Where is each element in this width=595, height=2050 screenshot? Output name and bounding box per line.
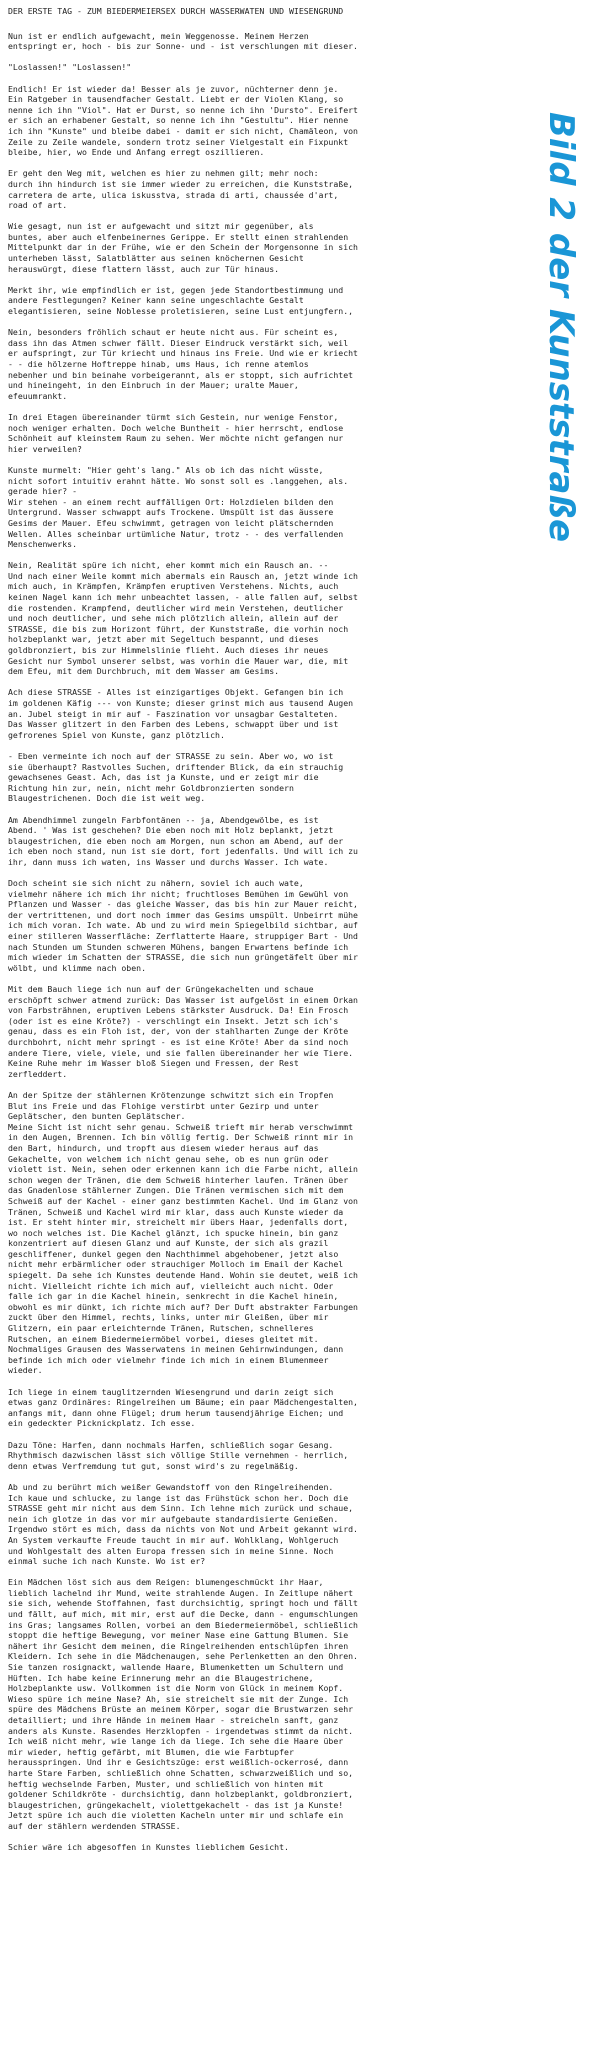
paragraph: Merkt ihr, wie empfindlich er ist, gegen jede Standortbestimmung und andere Festlegungen? Keiner kann seine ungeschlachte Gestalt elegantisieren, seine Noblesse proletisieren, seine Lust entjungfern., [8,284,354,317]
paragraph: - Eben vermeinte ich noch auf der STRASSE zu sein. Aber wo, wo ist sie überhaupt? Rastvolles Suchen, driftender Blick, da ein strauchig gewachsenes Geast. Ach, das ist ja Kunste, und er zeigt mir die Richtung hin zur, nein, nicht mehr Goldbronzierten sondern Blaugestrichenen. Doch die ist weit weg. [8,750,344,804]
paragraph: Endlich! Er ist wieder da! Besser als je zuvor, nüchterner denn je. Ein Ratgeber in tausendfacher Gestalt. Liebt er der Violen Klang, so nenne ich ihn "Viol". Hat er Durst, so nenne ich ihn 'Dursto". Ereifert er sich an erhabener Gestalt, so nenne ich ihn "Gestultu". Hier nenne ich ihn "Kunste" und bleibe dabei - damit er sich nicht, Chamäleon, von Zeile zu Zeile wandele, sondern trotz seiner Vielgestalt ein Fixpunkt bleibe, hier, wo Ende und Anfang erregt oszillieren. [8,83,358,158]
paragraph: Mit dem Bauch liege ich nun auf der Grüngekachelten und schaue erschöpft schwer atmend zurück: Das Wasser ist aufgelöst in einem Orkan von Farbsträhnen, eruptiven Lebens stärkster Ausdruck. Da! Ein Frosch (oder ist es eine Kröte?) - verschlingt ein Insekt. Jetzt sch ich's genau, dass es ein Floh ist, der, von der stahlharten Zunge der Kröte durchbohrt, nicht mehr springt - es ist eine Kröte! Aber da sind noch andere Tiere, viele, viele, und sie fallen übereinander her wie Tiere. Keine Ruhe mehr im Wasser bloß Siegen und Fressen, der Rest zerfleddert. [8,984,358,1079]
paragraph: Ein Mädchen löst sich aus dem Reigen: blumengeschmückt ihr Haar, lieblich lachelnd ihr Mund, weite strahlende Augen. In Zeitlupe nähert sie sich, wehende Stoffahnen, fast durchsichtig, springt hoch und fällt und fällt, auf mich, mit mir, erst auf die Decke, dann - engumschlungen ins Gras; langsames Rollen, vorbei an dem Biedermeiermöbel, schließlich stoppt die heftige Bewegung, vor meiner Nase eine Gattung Blumen. Sie nähert ihr Gesicht dem meinen, die Ringelreihenden entschlüpfen ihren Kleidern. Ich sehe in die Mädchenaugen, sehe Perlenketten an den Ohren. Sie tanzen rosignackt, wallende Haare, Blumenketten um Schultern und Hüften. Ich habe keine Erinnerung mehr an die Blaugestrichene, Holzbeplankte usw. Vollkommen ist die Norm von Glück in meinem Kopf. Wieso spüre ich meine Nase? Ah, sie streichelt sie mit der Zunge. Ich spüre des Mädchens Brüste an meinem Körper, sogar die Brustwarzen sehr detailliert; und ihre Hände in meinem Haar - streicheln sanft, ganz anders als Kunste. Rasendes Herzklopfen - irgendetwas stimmt da nicht. Ich weiß nicht mehr, wie lange ich da liege. Ich sehe die Haare über mir wieder, heftig gefärbt, mit Blumen, die wie Farbtupfer herausspringen. Und ihr e Gesichtszüge: erst weißlich-ockerrosé, dann harte Stare Farben, schließlich ohne Schatten, schwarzweißlich und so, heftig wechselnde Farben, Muster, und schließlich von hinten mit goldener Schildkröte - durchsichtig, dann holzbeplankt, goldbronziert, blaugestrichen, grüngekachelt, violettgekachelt - das ist ja Kunste! Jetzt spüre ich auch die violetten Kacheln unter mir und schlafe ein auf der stählern werdenden STRASSE. [8,1577,358,1831]
document-body [8,6,513,1863]
paragraph: Dazu Töne: Harfen, dann nochmals Harfen, schließlich sogar Gesang. Rhythmisch dazwischen lässt sich völlige Stille vernehmen - herrlich, denn etwas Verfremdung tut gut, sonst wird's zu regelmäßig. [8,1439,349,1471]
paragraph: Nun ist er endlich aufgewacht, mein Weggenosse. Meinem Herzen entspringt er, hoch - bis zur Sonne- und - ist verschlungen mit dieser. [8,30,358,52]
side-title: Bild 2 der Kunststraße [541,112,581,542]
paragraph: Am Abendhimmel zungeln Farbfontänen -- ja, Abendgewölbe, es ist Abend. ' Was ist geschehen? Die eben noch mit Holz beplankt, jetzt blaugestrichen, die eben noch am Morgen, nun schon am Abend, auf der ich eben noch stand, nun ist sie dort, fort jedenfalls. Und will ich zu ihr, dann muss ich waten, ins Wasser und durchs Wasser. Ich wate. [8,814,358,867]
paragraph: In drei Etagen übereinander türmt sich Gestein, nur wenige Fenstor, noch weniger erhalten. Doch welche Buntheit - hier herrscht, endlose Schönheit auf kleinstem Raum zu sehen. Wer möchte nicht gefangen nur hier verweilen? [8,411,344,454]
paragraph: Ich liege in einem tauglitzernden Wiesengrund und darin zeigt sich etwas ganz Ordinäres: Ringelreihen um Bäume; ein paar Mädchengestalten, anfangs mit, dann ohne Flügel; drum herum tausendjährige Eichen; und ein gedeckter Picknickplatz. Ich esse. [8,1386,358,1429]
paragraph: Er geht den Weg mit, welchen es hier zu nehmen gilt; mehr noch: durch ihn hindurch ist sie immer wieder zu erreichen, die Kunststraße, carretera de arte, ulica iskusstva, strada di arti, chaussée d'art, road of art. [8,168,354,211]
paragraph: Schier wäre ich abgesoffen in Kunstes lieblichem Gesicht. [8,1842,289,1853]
paragraph: An der Spitze der stählernen Krötenzunge schwitzt sich ein Tropfen Blut ins Freie und das Flohige verstirbt unter Gezirp und unter Geplätscher, den bunten Geplätscher. Meine Sicht ist nicht sehr genau. Schweiß trieft mir herab verschwimmt in den Augen, Brennen. Ich bin völlig fertig. Der Schweiß rinnt mir in den Bart, hindurch, und tropft aus diesem wieder heraus auf das Gekachelte, von welchem ich nicht genau sehe, ob es nun grün oder violett ist. Nein, sehen oder erkennen kann ich die Farbe nicht, allein schon wegen der Tränen, die dem Schweiß hinterher laufen. Tränen über das Gnadenlose stählerner Zungen. Die Tränen vermischen sich mit dem Schweiß auf der Kachel - einer ganz bestimmten Kachel. Und im Glanz von Tränen, Schweiß und Kachel wird mir klar, dass auch Kunste wieder da ist. Er steht hinter mir, streichelt mir übers Haar, jedenfalls dort, wo noch welches ist. Die Kachel glänzt, ich spucke hinein, bin ganz konzentriert auf diesen Glanz und auf Kunste, der sich als grazil geschliffener, dunkel gegen den Nachthimmel abgehobener, jetzt also nicht mehr erbärmlicher oder strauchiger Molloch im Email der Kachel spiegelt. Da sehe ich Kunstes deutende Hand. Wohin sie deutet, weiß ich nicht. Vielleicht richte ich mich auf, vielleicht auch nicht. Oder falle ich gar in die Kachel hinein, senkrecht in die Kachel hinein, obwohl es mir dünkt, ich richte mich auf? Der Duft abstrakter Farbungen zuckt über den Himmel, rechts, links, unter mir Gleißen, über mir Glitzern, ein paar erleichternde Tränen, Rutschen, schnelleres Rutschen, an einem Biedermeiermöbel vorbei, dieses gleitet mit. Nochmaliges Grausen des Wasserwatens in meinen Gehirnwindungen, dann befinde ich mich oder vielmehr finde ich mich in einem Blumenmeer wieder. [8,1089,358,1376]
chapter-header: DER ERSTE TAG - ZUM BIEDERMEIERSEX DURCH WASSERWATEN UND WIESENGRUND [8,6,344,16]
paragraph: Nein, besonders fröhlich schaut er heute nicht aus. Für scheint es, dass ihn das Atmen schwer fällt. Dieser Eindruck verstärkt sich, weil er aufspringt, zur Tür kriecht und hinaus ins Freie. Und wie er kriecht - - die hölzerne Hoftreppe hinab, ums Haus, ich renne atemlos nebenher und bin beinahe vorbeigerannt, als er stoppt, sich aufrichtet und hineingeht, in den Einbruch in der Mauer; uralte Mauer, efeuumrankt. [8,327,358,401]
paragraph: "Loslassen!" "Loslassen!" [8,62,132,73]
paragraph: Ab und zu berührt mich weißer Gewandstoff von den Ringelreihenden. Ich kaue und schlucke, zu lange ist das Frühstück schon her. Doch die STRASSE geht mir nicht aus dem Sinn. Ich lehne mich zurück und schaue, nein ich glotze in das vor mir aufgebaute standardisierte Genießen. Irgendwo stört es mich, dass da nichts von Not und Arbeit gekannt wird. An System verkaufte Freude taucht in mir auf. Wohlklang, Wohlgeruch und Wohlgestalt des alten Europa fressen sich in meine Sinne. Noch einmal suche ich nach Kunste. Wo ist er? [8,1481,358,1567]
paragraph: Kunste murmelt: "Hier geht's lang." Als ob ich das nicht wüsste, nicht sofort intuitiv erahnt hätte. Wo sonst soll es .langgehen, als. gerade hier? - Wir stehen - an einem recht auffälligen Ort: Holzdielen bilden den Untergrund. Wasser schwappt aufs Trockene. Umspült ist das äussere Gesims der Mauer. Efeu schwimmt, getragen von leicht plätschernden Wellen. Alles scheinbar urtümliche Natur, trotz - - des verfallenden Menschenwerks. [8,464,349,550]
paragraph: Wie gesagt, nun ist er aufgewacht und sitzt mir gegenüber, als buntes, aber auch elfenbeinernes Gerippe. Er stellt einen strahlenden Mittelpunkt dar in der Frühe, wie er den Schein der Morgensonne in sich unterheben lässt, Salatblätter aus seinen knöchernen Gesicht herauswürgt, diese flattern lässt, auch zur Tür hinaus. [8,221,358,274]
paragraph: Nein, Realität spüre ich nicht, eher kommt mich ein Rausch an. -- Und nach einer Weile kommt mich abermals ein Rausch an, jetzt winde ich mich auch, in Krämpfen, Krämpfen eruptiven Verstehens. Nichts, auch keinen Nagel kann ich mehr unbeachtet lassen, - alle fallen auf, selbst die rostenden. Krampfend, deutlicher wird mein Verstehen, deutlicher und noch deutlicher, und sehe mich plötzlich allein, allein auf der STRASSE, die bis zum Horizont führt, der Kunststraße, die vorhin noch holzbeplankt war, jetzt aber mit Segeltuch bespannt, und dieses goldbronziert, bis zur Himmelslinie flieht. Auch dieses ihr neues Gesicht nur Symbol unserer selbst, was vorhin die Mauer war, die, mit dem Efeu, mit dem Durchbruch, mit dem Wasser am Gesims. [8,560,358,677]
paragraph: Doch scheint sie sich nicht zu nähern, soviel ich auch wate, vielmehr nähere ich mich ihr nicht; fruchtloses Bemühen im Gewühl von Pflanzen und Wasser - das gleiche Wasser, das bis hin zur Mauer reicht, der vertrittenen, und dort noch immer das Gesims umspült. Unbeirrt mühe ich mich voran. Ich wate. Ab und zu wird mein Spiegelbild sichtbar, auf einer stilleren Wasserfläche: Zerflatterte Haare, struppiger Bart - Und nach Stunden um Stunden schweren Mühens, bangen Erwartens befinde ich mich wieder im Schatten der STRASSE, die sich nun grüngetäfelt über mir wölbt, und klimme nach oben. [8,878,358,973]
paragraph-list [8,31,513,1853]
paragraph: Ach diese STRASSE - Alles ist einzigartiges Objekt. Gefangen bin ich im goldenen Käfig --- von Kunste; dieser grinst mich aus tausend Augen an. Jubel steigt in mir auf - Faszination vor unsagbar Gestalteten. Das Wasser glitzert in den Farben des Lebens, schwappt über und ist gefrorenes Spiel von Kunste, ganz plötzlich. [8,687,354,740]
